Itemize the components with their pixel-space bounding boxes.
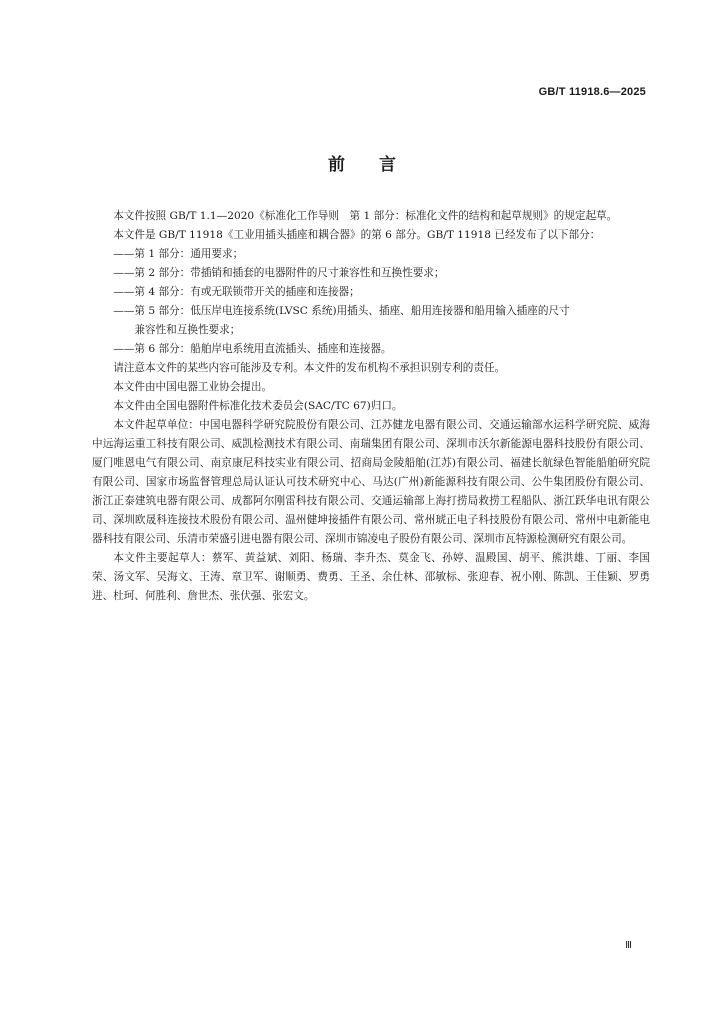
list-item-continuation: 兼容性和互换性要求； [134, 324, 241, 336]
list-item: ——第 6 部分：船舶岸电系统用直流插头、插座和连接器。 [113, 343, 392, 355]
paragraph-patent-notice: 请注意本文件的某些内容可能涉及专利。本文件的发布机构不承担识别专利的责任。 [113, 362, 506, 374]
list-item: ——第 5 部分：低压岸电连接系统(LVSC 系统)用插头、插座、船用连接器和船用输入插座的尺寸 [113, 305, 570, 317]
page-number: Ⅲ [625, 940, 632, 951]
paragraph-drafters: 本文件主要起草人：蔡军、黄益斌、刘阳、杨瑞、李升杰、莫金飞、孙婷、温殿国、胡平、熊洪雄、丁丽、李国荣、汤文军、吴海文、王涛、章卫军、谢顺勇、费勇、王圣、余仕林、邵敏标、张迎春、祝小刚、陈凯、王佳颖、罗勇进、杜珂、何胜利、詹世杰、张伏强、张宏文。 [92, 552, 650, 602]
paragraph-series-intro: 本文件是 GB/T 11918《工业用插头插座和耦合器》的第 6 部分。GB/T 11918 已经发布了以下部分： [113, 229, 601, 241]
paragraph-committee: 本文件由全国电器附件标准化技术委员会(SAC/TC 67)归口。 [113, 400, 403, 412]
list-item: ——第 4 部分：有或无联锁带开关的插座和连接器； [113, 286, 360, 298]
paragraph-drafting-units: 本文件起草单位：中国电器科学研究院股份有限公司、江苏健龙电器有限公司、交通运输部水运科学研究院、威海中远海运重工科技有限公司、威凯检测技术有限公司、南瑞集团有限公司、深圳市沃尔新能源电器科技股份有限公司、厦门唯恩电气有限公司、南京康尼科技实业有限公司、招商局金陵船舶(江苏)有限公司、福建长航绿色智能船舶研究院有限公司、国家市场监督管理总局认证认可技术研究中心、马达(广州)新能源科技有限公司、公牛集团股份有限公司、浙江正泰建筑电器有限公司、成都阿尔刚雷科技有限公司、交通运输部上海打捞局救捞工程船队、浙江跃华电讯有限公司、深圳欧晟科连接技术股份有限公司、温州健坤接插件有限公司、常州琥正电子科技股份有限公司、常州中电新能电器科技有限公司、乐清市荣盛引进电器有限公司、深圳市锦凌电子股份有限公司、深圳市瓦特源检测研究有限公司。 [92, 419, 650, 545]
list-item: ——第 1 部分：通用要求； [113, 248, 244, 260]
paragraph-proposer: 本文件由中国电器工业协会提出。 [113, 381, 273, 393]
list-item: ——第 2 部分：带插销和插套的电器附件的尺寸兼容性和互换性要求； [113, 267, 445, 279]
standard-code: GB/T 11918.6—2025 [538, 86, 646, 98]
page-title: 前言 [328, 155, 430, 175]
foreword-body [92, 207, 650, 606]
paragraph-drafting-rules: 本文件按照 GB/T 1.1—2020《标准化工作导则 第 1 部分：标准化文件的结构和起草规则》的规定起草。 [113, 210, 618, 222]
